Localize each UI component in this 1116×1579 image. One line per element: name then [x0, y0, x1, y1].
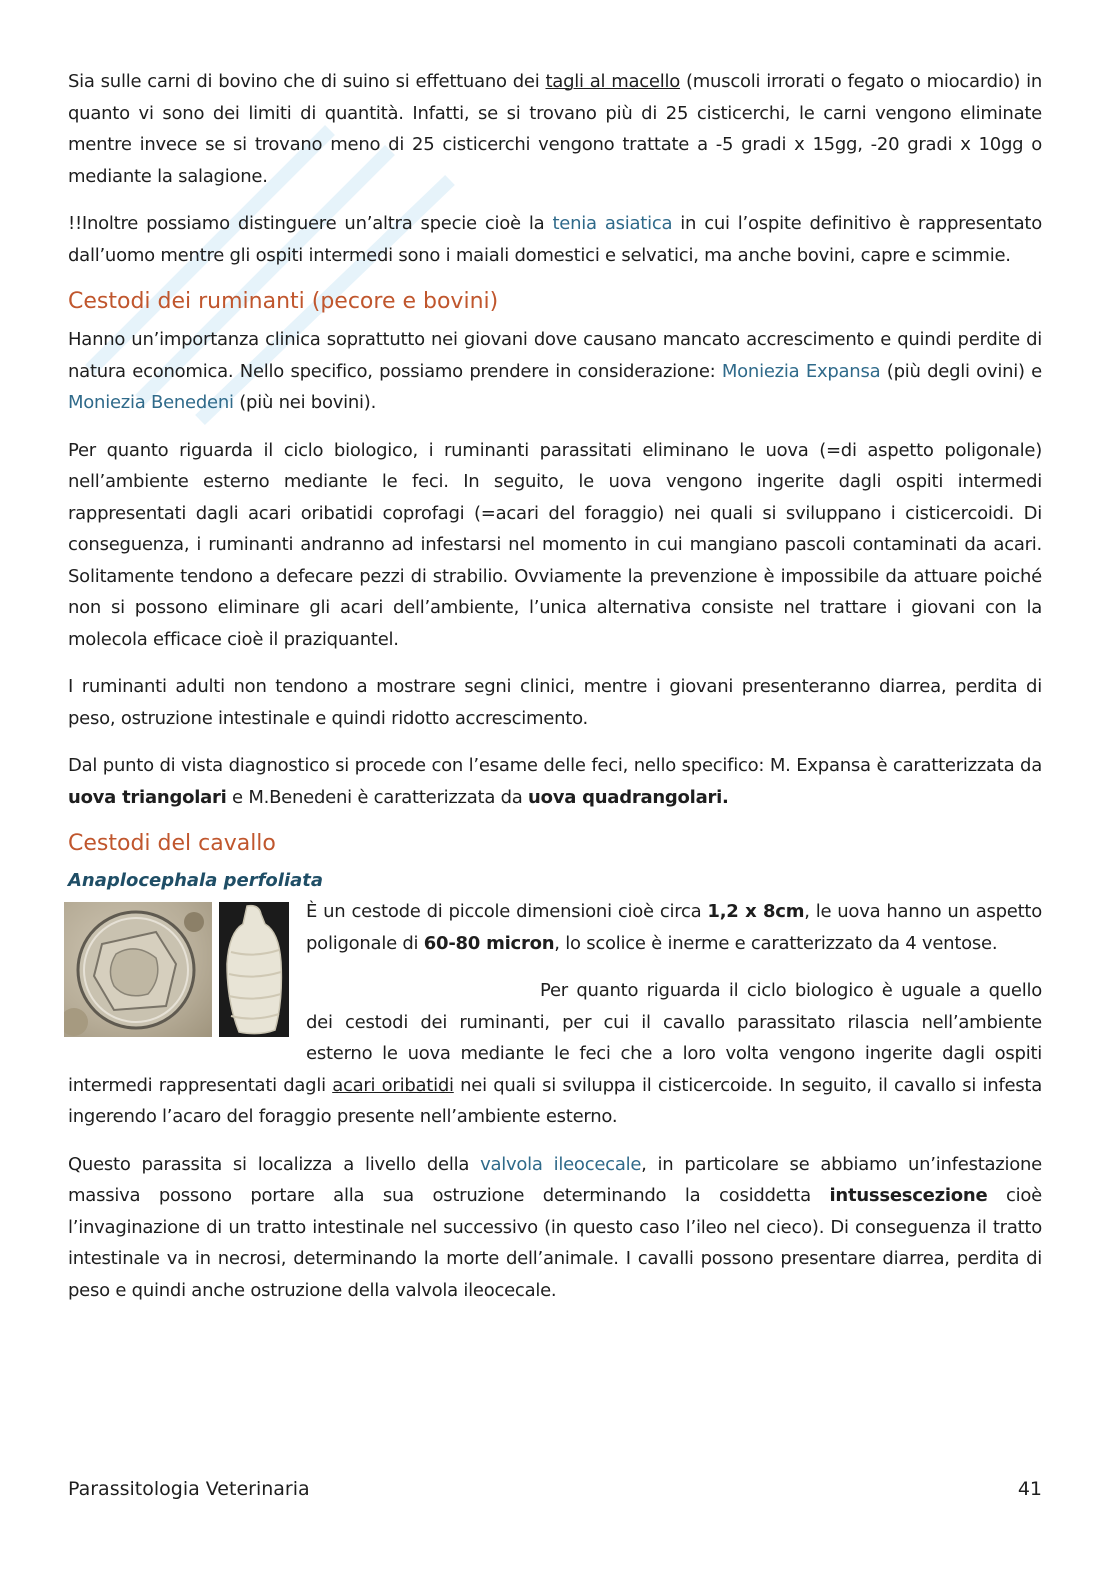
- highlight-term: Moniezia Expansa: [721, 360, 881, 382]
- paragraph-importanza-clinica: Hanno un’importanza clinica soprattutto nei giovani dove causano mancato accrescimento e quindi perdite di natura economica. Nello specifico, possiamo prendere in considerazione: Moniezia Expansa (più degli ovini) e Moniezia Benedeni (più nei bovini).: [68, 329, 1043, 413]
- bold-term: uova triangolari: [68, 786, 227, 808]
- paragraph-tenia-asiatica: !!Inoltre possiamo distinguere un’altra specie cioè la tenia asiatica in cui l’ospite definitivo è rappresentato dall’uomo mentre gli ospiti intermedi sono i maiali domestici e selvatici, ma anche bovini, capre e scimmie.: [68, 213, 1042, 266]
- figure-group: [64, 902, 296, 1037]
- underlined-term: tagli al macello: [545, 71, 681, 92]
- highlight-term: valvola ileocecale: [480, 1153, 642, 1175]
- paragraph-tagli-macello: Sia sulle carni di bovino che di suino si effettuano dei tagli al macello (muscoli irrorati o fegato o miocardio) in quanto vi sono dei limiti di quantità. Infatti, se si trovano più di 25 cisticerchi, le carni vengono eliminate mentre invece se si trovano meno di 25 cisticerchi vengono trattate a -5 gradi x 15gg, -20 gradi x 10gg o mediante la salagione.: [68, 71, 1043, 187]
- egg-micrograph-image: [64, 902, 212, 1037]
- bold-term: 60-80 micron: [423, 932, 555, 954]
- tapeworm-image: [219, 902, 289, 1037]
- paragraph-dimensioni: È un cestode di piccole dimensioni cioè circa 1,2 x 8cm, le uova hanno un aspetto poligonale di 60-80 micron, lo scolice è inerme e caratterizzato da 4 ventose.: [306, 901, 1042, 954]
- bold-term: 1,2 x 8cm: [707, 901, 805, 922]
- paragraph-ciclo-biologico-cavallo: Per quanto riguarda il ciclo biologico è uguale a quello dei cestodi dei ruminanti, per cui il cavallo parassitato rilascia nell’ambiente esterno le uova mediante le feci che a loro volta vengono ingerite dagli ospiti intermedi rappresentati dagli acari oribatidi nei quali si sviluppa il cisticercoide. In seguito, il cavallo si infesta ingerendo l’acaro del foraggio presente nell’ambiente esterno.: [68, 980, 1042, 1127]
- bold-term: uova quadrangolari.: [528, 786, 729, 808]
- bold-term: intussescezione: [829, 1185, 988, 1206]
- paragraph-segni-clinici: I ruminanti adulti non tendono a mostrare segni clinici, mentre i giovani presenteranno diarrea, perdita di peso, ostruzione intestinale e quindi ridotto accrescimento.: [68, 676, 1042, 729]
- footer-title: Parassitologia Veterinaria: [68, 1478, 310, 1500]
- underlined-term: acari oribatidi: [332, 1074, 454, 1096]
- paragraph-valvola-ileocecale: Questo parassita si localizza a livello della valvola ileocecale, in particolare se abbiamo un’infestazione massiva possono portare alla sua ostruzione determinando la cosiddetta intussescezione cioè l’invaginazione di un tratto intestinale nel successivo (in questo caso l’ileo nel cieco). Di conseguenza il tratto intestinale va in necrosi, determinando la morte dell’animale. I cavalli possono presentare diarrea, perdita di peso e quindi anche ostruzione della valvola ileocecale.: [68, 1153, 1042, 1301]
- page-content: [68, 66, 1042, 1322]
- page-number: 41: [1017, 1478, 1042, 1500]
- heading-cestodi-ruminanti: Cestodi dei ruminanti (pecore e bovini): [68, 289, 499, 314]
- highlight-term: Moniezia Benedeni: [68, 392, 234, 413]
- page-footer: [68, 1476, 1042, 1502]
- heading-anaplocephala: Anaplocephala perfoliata: [68, 870, 324, 891]
- paragraph-diagnosi: Dal punto di vista diagnostico si procede con l’esame delle feci, nello specifico: M. Expansa è caratterizzata da uova triangolari e M.Benedeni è caratterizzata da uova quadrangolari.: [68, 755, 1042, 808]
- paragraph-ciclo-biologico-ruminanti: Per quanto riguarda il ciclo biologico, i ruminanti parassitati eliminano le uova (=di aspetto poligonale) nell’ambiente esterno mediante le feci. In seguito, le uova vengono ingerite dagli ospiti intermedi rappresentati dagli acari oribatidi coprofagi (=acari del foraggio) nei quali si sviluppano i cisticercoidi. Di conseguenza, i ruminanti andranno ad infestarsi nel momento in cui mangiano pascoli contaminati da acari. Solitamente tendono a defecare pezzi di strabilio. Ovviamente la prevenzione è impossibile da attuare poiché non si possono eliminare gli acari dell’ambiente, l’unica alternativa consiste nel trattare i giovani con la molecola efficace cioè il praziquantel.: [68, 439, 1042, 650]
- heading-cestodi-cavallo: Cestodi del cavallo: [68, 831, 276, 856]
- highlight-term: tenia asiatica: [552, 213, 673, 234]
